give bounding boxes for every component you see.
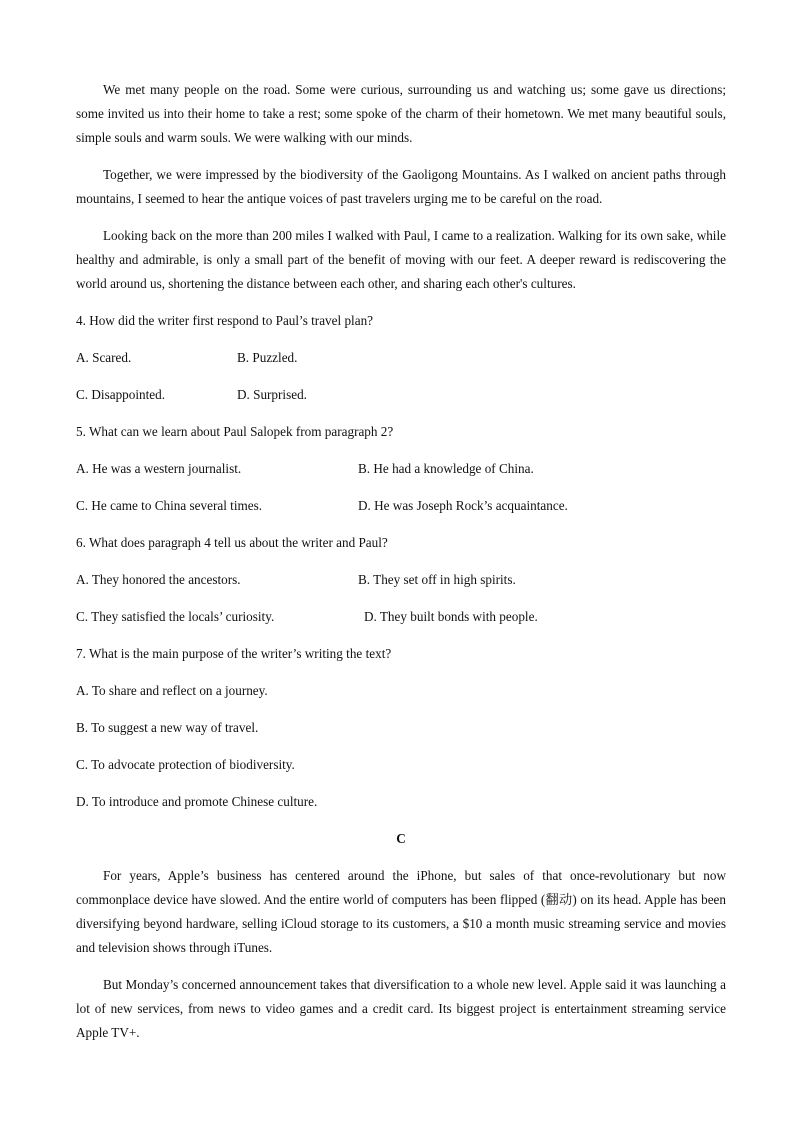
section-c-paragraph-2: But Monday’s concerned announcement takes that diversification to a whole new level. Apple said it was launching a lot of new services, from news to video games and a credit card. Its biggest project is entertainment streaming service Apple TV+. [76, 977, 726, 1040]
question-6-option-b: B. They set off in high spirits. [358, 572, 516, 587]
question-6-stem: 6. What does paragraph 4 tell us about the writer and Paul? [76, 535, 388, 550]
question-7-option-b: B. To suggest a new way of travel. [76, 720, 259, 735]
question-5-option-b: B. He had a knowledge of China. [358, 461, 534, 476]
question-4-options-row-1 [76, 346, 726, 370]
question-6-option-d: D. They built bonds with people. [364, 609, 538, 624]
question-4-option-a: A. Scared. [76, 350, 132, 365]
question-5-options-row-2 [76, 494, 726, 518]
question-6-option-a: A. They honored the ancestors. [76, 572, 241, 587]
question-7-option-c: C. To advocate protection of biodiversity. [76, 757, 295, 772]
question-6-option-c: C. They satisfied the locals’ curiosity. [76, 609, 275, 624]
passage-b-paragraph-3: Looking back on the more than 200 miles I walked with Paul, I came to a realization. Walking for its own sake, while healthy and admirable, is only a small part of the benefit of moving with our feet. A deeper reward is rediscovering the world around us, shortening the distance between each other, and sharing each other's cultures. [76, 228, 726, 291]
question-7-option-a: A. To share and reflect on a journey. [76, 683, 268, 698]
question-4-options-row-2 [76, 383, 726, 407]
question-5-options-row-1 [76, 457, 726, 481]
section-c-paragraph-1: For years, Apple’s business has centered around the iPhone, but sales of that once-revolutionary but now commonplace device have slowed. And the entire world of computers has been flipped (翻动) on its head. Apple has been diversifying beyond hardware, selling iCloud storage to its customers, a $10 a month music streaming service and movies and television shows through iTunes. [76, 868, 726, 955]
question-4-option-d: D. Surprised. [237, 387, 307, 402]
question-4-option-c: C. Disappointed. [76, 387, 166, 402]
question-5-option-a: A. He was a western journalist. [76, 461, 242, 476]
question-6-options-row-1 [76, 568, 726, 592]
question-7-option-d: D. To introduce and promote Chinese culture. [76, 794, 318, 809]
passage-b-paragraph-2: Together, we were impressed by the biodiversity of the Gaoligong Mountains. As I walked on ancient paths through mountains, I seemed to hear the antique voices of past travelers urging me to be careful on the road. [76, 167, 726, 206]
question-5-stem: 5. What can we learn about Paul Salopek from paragraph 2? [76, 424, 394, 439]
question-4-option-b: B. Puzzled. [237, 350, 298, 365]
question-4-stem: 4. How did the writer first respond to Paul’s travel plan? [76, 313, 374, 328]
document-page [76, 78, 726, 1058]
question-7-stem: 7. What is the main purpose of the writer’s writing the text? [76, 646, 392, 661]
section-c-heading: C [396, 831, 406, 846]
passage-b-paragraph-1: We met many people on the road. Some were curious, surrounding us and watching us; some gave us directions; some invited us into their home to take a rest; some spoke of the charm of their hometown. We met many beautiful souls, simple souls and warm souls. We were walking with our minds. [76, 82, 726, 145]
question-5-option-c: C. He came to China several times. [76, 498, 263, 513]
question-5-option-d: D. He was Joseph Rock’s acquaintance. [358, 498, 568, 513]
question-6-options-row-2 [76, 605, 726, 629]
